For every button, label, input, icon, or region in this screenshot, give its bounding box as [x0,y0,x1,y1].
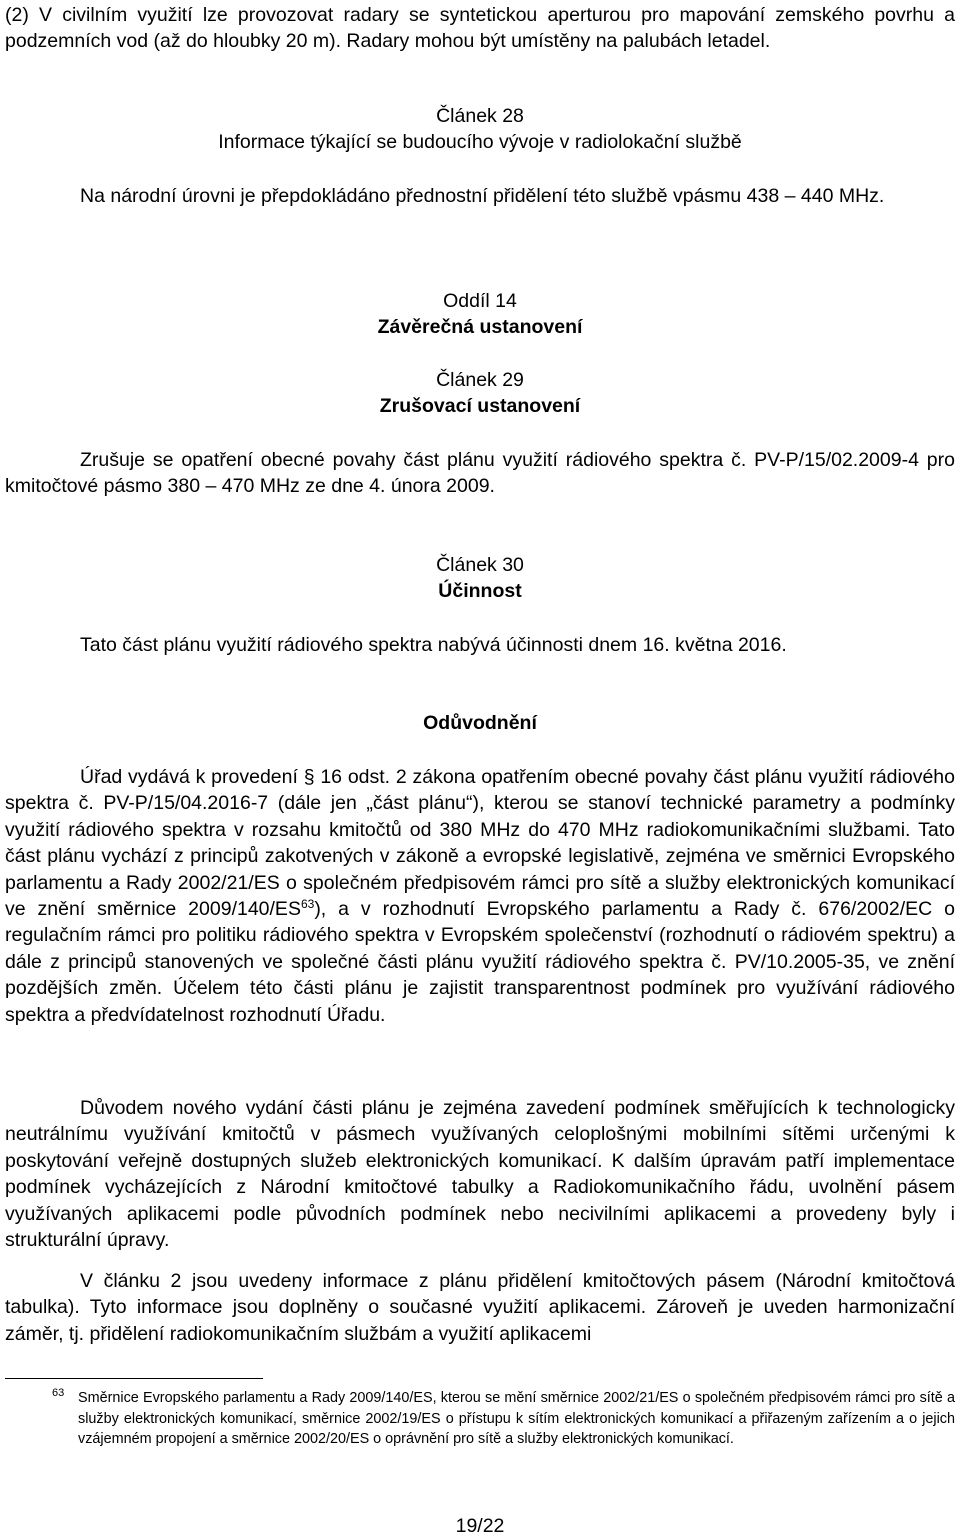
justification-paragraph-1-part-b: ), a v rozhodnutí Evropského parlamentu a Rady č. 676/2002/EC o regulačním rámci pro politiku rádiového spektra v Evropském společenství (rozhodnutí o rádiovém spektru) a dále z principů stanovených ve společné části plánu využití rádiového spektra č. PV/10.2005-35, ve znění pozdějších změn. Účelem této části plánu je zajistit transparentnost podmínek pro využívání rádiového spektra a předvídatelnost rozhodnutí Úřadu. [5,898,955,1026]
article-30-title: Účinnost [438,580,522,602]
footnote-text: Směrnice Evropského parlamentu a Rady 2009/140/ES, kterou se mění směrnice 2002/21/ES o společném předpisovém rámci pro sítě a služby elektronických komunikací, směrnice 2002/19/ES o přístupu k sítím elektronických komunikací a přiřazeným zařízením a o jejich vzájemném propojení a směrnice 2002/20/ES o oprávnění pro sítě a služby elektronických komunikací. [78,1390,955,1447]
justification-paragraph-1 [5,764,955,1028]
page-number: 19/22 [455,1515,505,1537]
article-28-number: Článek 28 [436,105,524,127]
footnote-mark: 63 [52,1387,65,1399]
justification-paragraph-2: Důvodem nového vydání části plánu je zejména zavedení podmínek směřujících k technologicky neutrálnímu využívání kmitočtů v pásmech využívaných celoplošnými mobilními sítěmi určenými k poskytování veřejně dostupných služeb elektronických komunikací. K dalším úpravám patří implementace podmínek vycházejících z Národní kmitočtové tabulky a Radiokomunikačního řádu, uvolnění pásem využívaných aplikacemi podle původních podmínek nebo necivilními aplikacemi a provedeny byly i strukturální úpravy. [5,1097,955,1252]
article-28-text: Na národní úrovni je přepdokládáno přednostní přidělení této službě vpásmu 438 – 440 MHz. [80,185,885,207]
justification-paragraph-3: V článku 2 jsou uvedeny informace z plánu přidělení kmitočtových pásem (Národní kmitočtová tabulka). Tyto informace jsou doplněny o současné využití aplikacemi. Zároveň je uveden harmonizační záměr, tj. přidělení radiokomunikačním službám a využití aplikacemi [5,1270,955,1345]
article-29-title: Zrušovací ustanovení [379,395,581,417]
paragraph-radars: (2) V civilním využití lze provozovat radary se syntetickou aperturou pro mapování zemského povrhu a podzemních vod (až do hloubky 20 m). Radary mohou být umístěny na palubách letadel. [5,4,955,53]
section-14-title: Závěrečná ustanovení [377,316,583,338]
article-29-text: Zrušuje se opatření obecné povahy část plánu využití rádiového spektra č. PV-P/15/02.2009-4 pro kmitočtové pásmo 380 – 470 MHz ze dne 4. února 2009. [5,449,955,498]
article-30-text: Tato část plánu využití rádiového spektra nabývá účinnosti dnem 16. května 2016. [80,634,787,656]
section-14-number: Oddíl 14 [443,290,517,312]
article-30-number: Článek 30 [436,554,524,576]
article-29-number: Článek 29 [436,369,524,391]
justification-paragraph-1-part-a: Úřad vydává k provedení § 16 odst. 2 zákona opatřením obecné povahy část plánu využití rádiového spektra č. PV-P/15/04.2016-7 (dále jen „část plánu“), kterou se stanoví technické parametry a podmínky využití rádiového spektra v rozsahu kmitočtů od 380 MHz do 470 MHz radiokomunikačními službami. Tato část plánu vychází z principů zakotvených v zákoně a evropské legislativě, zejména ve směrnici Evropského parlamentu a Rady 2002/21/ES o společném předpisovém rámci pro sítě a služby elektronických komunikací ve znění směrnice 2009/140/ES [5,766,955,921]
footnote-separator [5,1378,263,1379]
justification-heading: Odůvodnění [423,712,537,734]
article-28-title: Informace týkající se budoucího vývoje v radiolokační službě [218,131,742,153]
footnote-reference: 63 [300,897,315,912]
